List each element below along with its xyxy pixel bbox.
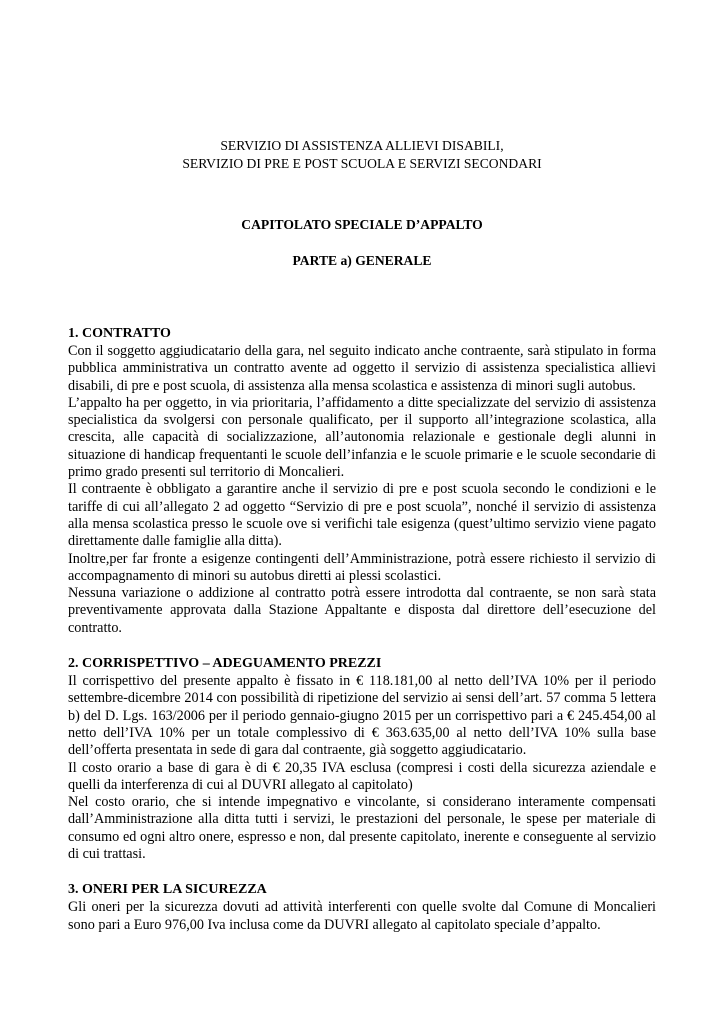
part-title: PARTE a) GENERALE [292,253,432,268]
paragraph: Il contraente è obbligato a garantire anche il servizio di pre e post scuola secondo le condizioni e le tariffe di cui all’allegato 2 ad oggetto “Servizio di pre e post scuola”, nonché il servizio di assistenza alla mensa scolastica presso le scuole ove si verifichi tale esigenza (quest’ultimo servizio viene pagato direttamente dalle famiglie alla ditta). [68,481,656,550]
paragraph: Il corrispettivo del presente appalto è fissato in € 118.181,00 al netto dell’IVA 10% per il periodo settembre-dicembre 2014 con possibilità di ripetizione del servizio ai sensi dell’art. 57 comma 5 lettera b) del D. Lgs. 163/2006 per il periodo gennaio-giugno 2015 per un corrispettivo pari a € 245.454,00 al netto dell’IVA 10% per un totale complessivo di € 363.635,00 al netto dell’IVA 10% sulla base dell’offerta presentata in sede di gara dal contraente, già soggetto aggiudicatario. [68,673,656,759]
paragraph: Il costo orario a base di gara è di € 20,35 IVA esclusa (compresi i costi della sicurezza aziendale e quelli da interferenza di cui al DUVRI allegato al capitolato) [68,759,656,793]
section-title: 2. CORRISPETTIVO – ADEGUAMENTO PREZZI [68,656,382,672]
paragraph: Nessuna variazione o addizione al contratto potrà essere introdotta dal contraente, se non sarà stata preventivamente approvata dalla Stazione Appaltante e disposta dal direttore dell’esecuzione del contratto. [68,585,656,636]
header-line-1: SERVIZIO DI ASSISTENZA ALLIEVI DISABILI, [220,138,504,153]
paragraph: Con il soggetto aggiudicatario della gara, nel seguito indicato anche contraente, sarà stipulato in forma pubblica amministrativa un contratto avente ad oggetto il servizio di assistenza specialistica allievi disabili, di pre e post scuola, di assistenza alla mensa scolastica e assistenza di minori sugli autobus. [68,343,656,394]
paragraph: Inoltre,per far fronte a esigenze contingenti dell’Amministrazione, potrà essere richiesto il servizio di accompagnamento di minori su autobus diretti ai plessi scolastici. [68,550,656,584]
paragraph: L’appalto ha per oggetto, in via prioritaria, l’affidamento a ditte specializzate del servizio di assistenza specialistica da svolgersi con personale qualificato, per il supporto all’integrazione scolastica, alla crescita, alle capacità di socializzazione, all’autonomia relazionale e gestionale degli alunni in situazione di handicap frequentanti le scuole dell’infanzia e le scuole primarie e le scuole secondarie di primo grado presenti sul territorio di Moncalieri. [68,394,656,481]
section-title: 1. CONTRATTO [68,326,171,341]
document-header [68,137,656,173]
section-contratto [68,325,656,637]
paragraph: Nel costo orario, che si intende impegnativo e vincolante, si considerano interamente compensati dall’Amministrazione alla ditta tutti i servizi, le prestazioni del personale, le spese per materiale di consumo ed ogni altro onere, espresso e non, dal presente capitolato, inerente e conseguente al servizio di cui trattasi. [68,794,656,863]
section-title: 3. ONERI PER LA SICUREZZA [68,882,267,898]
header-line-2: SERVIZIO DI PRE E POST SCUOLA E SERVIZI SECONDARI [182,156,542,171]
section-oneri-sicurezza [68,881,656,934]
document-page [68,137,656,934]
main-title: CAPITOLATO SPECIALE D’APPALTO [241,217,483,232]
section-corrispettivo [68,655,656,863]
paragraph: Gli oneri per la sicurezza dovuti ad attività interferenti con quelle svolte dal Comune di Moncalieri sono pari a Euro 976,00 Iva inclusa come da DUVRI allegato al capitolato speciale d’appalto. [68,899,656,933]
